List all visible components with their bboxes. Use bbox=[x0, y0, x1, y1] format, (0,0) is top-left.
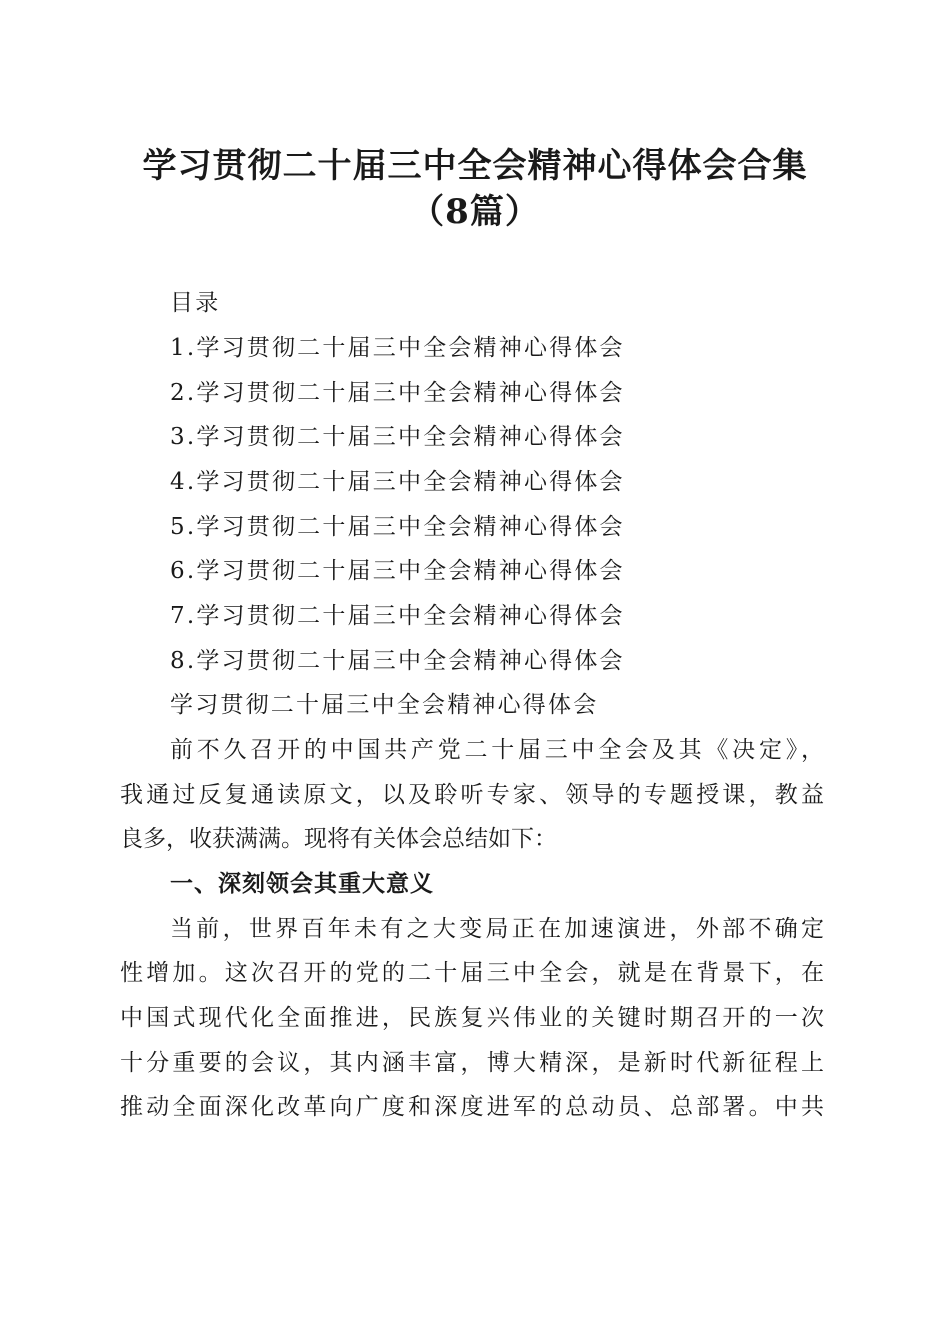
intro-line: 我通过反复通读原文，以及聆听专家、领导的专题授课，教益 bbox=[120, 782, 824, 808]
section-line: 性增加。这次召开的党的二十届三中全会，就是在背景下，在 bbox=[120, 960, 824, 986]
section-line: 推动全面深化改革向广度和深度进军的总动员、总部署。中共 bbox=[120, 1094, 824, 1120]
section-line: 十分重要的会议，其内涵丰富，博大精深，是新时代新征程上 bbox=[120, 1050, 824, 1076]
toc-item-1: 1.学习贯彻二十届三中全会精神心得体会 bbox=[170, 335, 625, 361]
intro-line: 良多，收获满满。现将有关体会总结如下： bbox=[120, 826, 557, 852]
toc-item-5: 5.学习贯彻二十届三中全会精神心得体会 bbox=[170, 514, 625, 540]
document-title-count: （8篇） bbox=[410, 192, 540, 232]
toc-item-8: 8.学习贯彻二十届三中全会精神心得体会 bbox=[170, 648, 625, 674]
section-heading: 一、深刻领会其重大意义 bbox=[170, 871, 434, 897]
section-line: 中国式现代化全面推进，民族复兴伟业的关键时期召开的一次 bbox=[120, 1005, 824, 1031]
article-title: 学习贯彻二十届三中全会精神心得体会 bbox=[170, 692, 599, 718]
toc-item-3: 3.学习贯彻二十届三中全会精神心得体会 bbox=[170, 424, 625, 450]
toc-label: 目录 bbox=[170, 290, 221, 316]
toc-item-7: 7.学习贯彻二十届三中全会精神心得体会 bbox=[170, 603, 625, 629]
toc-item-2: 2.学习贯彻二十届三中全会精神心得体会 bbox=[170, 380, 625, 406]
document-title: 学习贯彻二十届三中全会精神心得体会合集 bbox=[142, 146, 808, 186]
section-line: 当前，世界百年未有之大变局正在加速演进，外部不确定 bbox=[170, 916, 824, 942]
toc-item-4: 4.学习贯彻二十届三中全会精神心得体会 bbox=[170, 469, 625, 495]
toc-item-6: 6.学习贯彻二十届三中全会精神心得体会 bbox=[170, 558, 625, 584]
intro-line: 前不久召开的中国共产党二十届三中全会及其《决定》， bbox=[170, 737, 824, 763]
